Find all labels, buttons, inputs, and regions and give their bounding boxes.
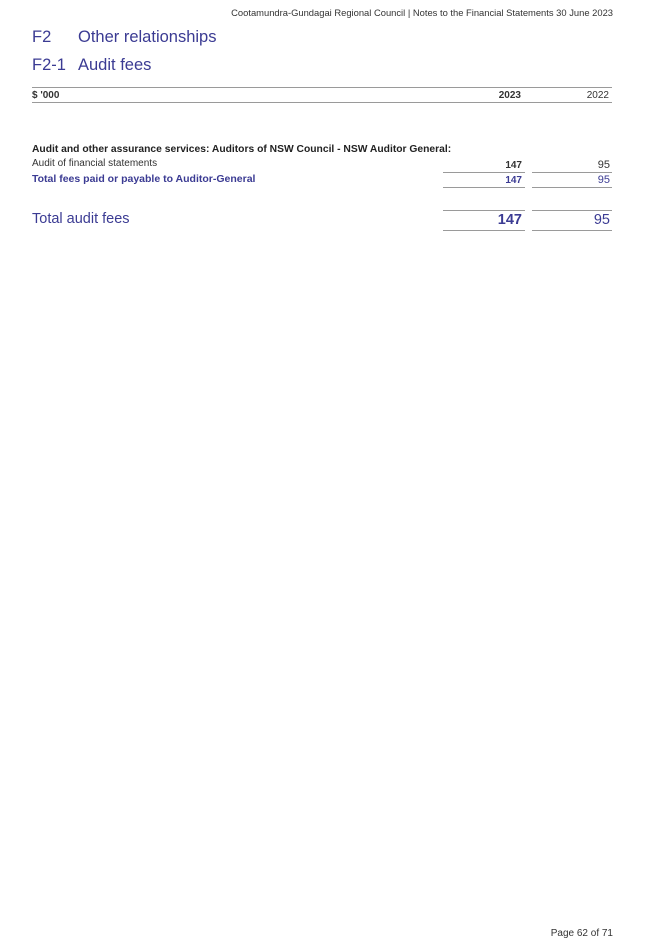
- table-header-rule: [32, 102, 612, 103]
- total-label: Total audit fees: [32, 211, 130, 227]
- subtotal-bottom-rule-2022: [532, 187, 612, 188]
- subtotal-rule-2022: [532, 172, 612, 173]
- subsection-title: Audit fees: [78, 56, 152, 74]
- table-header-row: [32, 89, 612, 103]
- subtotal-value-2022: 95: [597, 174, 610, 186]
- subtotal-rule-2023: [443, 172, 525, 173]
- section-title: Other relationships: [78, 28, 217, 46]
- total-bottom-rule-2023: [443, 230, 525, 231]
- page-number: Page 62 of 71: [550, 928, 613, 939]
- subtotal-bottom-rule-2023: [443, 187, 525, 188]
- group-heading: Audit and other assurance services: Auditors of NSW Council - NSW Auditor General:: [32, 144, 452, 155]
- subtotal-value-2023: 147: [505, 175, 522, 186]
- subsection-number: F2-1: [32, 56, 66, 74]
- column-header-2022: 2022: [586, 90, 609, 101]
- section-number: F2: [32, 28, 52, 46]
- subsection-heading: [32, 56, 332, 78]
- total-top-rule-2022: [532, 210, 612, 211]
- total-top-rule-2023: [443, 210, 525, 211]
- unit-label: $ '000: [32, 90, 60, 101]
- column-header-2023: 2023: [498, 90, 521, 101]
- subtotal-label: Total fees paid or payable to Auditor-General: [32, 173, 256, 185]
- row-value-2022: 95: [597, 159, 610, 171]
- running-header: Cootamundra-Gundagai Regional Council | Notes to the Financial Statements 30 June 2023: [231, 7, 613, 18]
- total-value-2023: 147: [497, 212, 522, 228]
- table-top-rule: [32, 87, 612, 88]
- total-value-2022: 95: [593, 212, 610, 228]
- total-bottom-rule-2022: [532, 230, 612, 231]
- section-heading: [32, 28, 332, 50]
- table-row: [32, 158, 612, 172]
- row-value-2023: 147: [505, 160, 522, 171]
- row-label: Audit of financial statements: [32, 158, 158, 169]
